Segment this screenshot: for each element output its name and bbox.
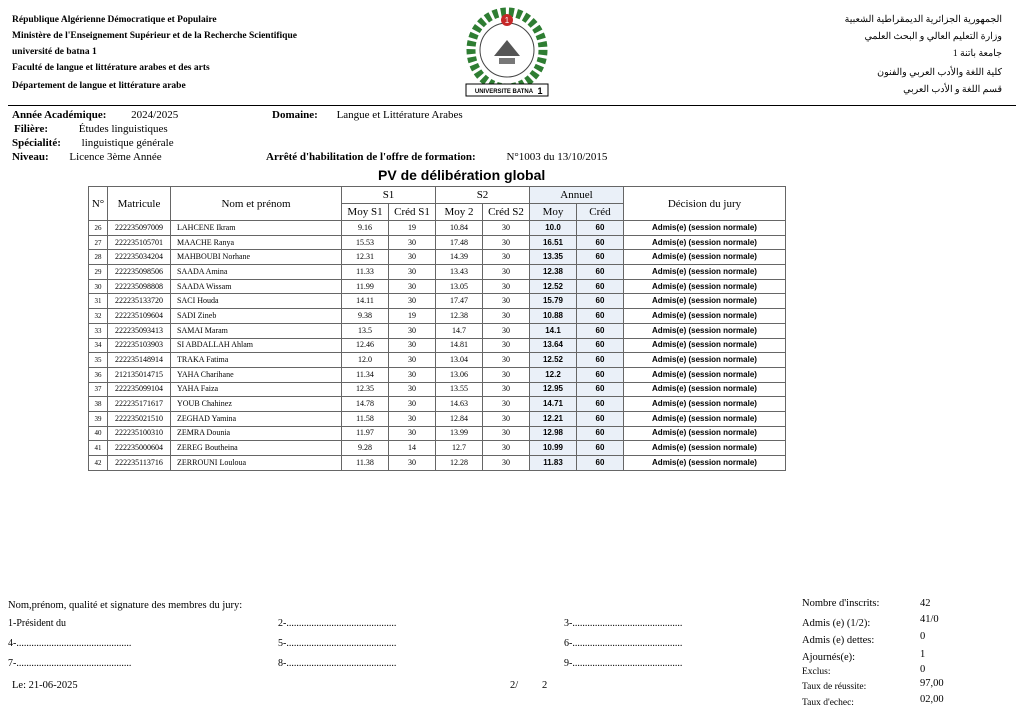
stats-block (802, 598, 1012, 720)
filiere-label: Filière: (14, 123, 48, 135)
col-header-cred-s1: Créd S1 (389, 204, 436, 221)
moy-s2-cell: 14.81 (436, 338, 483, 353)
table-row (89, 367, 786, 382)
table-row (89, 411, 786, 426)
header-left-line-5: Département de langue et littérature arabe (12, 81, 186, 91)
cred-annuel-cell: 60 (577, 221, 624, 236)
moy-s2-cell: 12.38 (436, 309, 483, 324)
decision-cell: Admis(e) (session normale) (624, 411, 786, 426)
col-header-s1: S1 (342, 187, 436, 204)
moy-s1-cell: 14.78 (342, 397, 389, 412)
cred-s2-cell: 30 (483, 426, 530, 441)
cred-s1-cell: 30 (389, 426, 436, 441)
decision-cell: Admis(e) (session normale) (624, 250, 786, 265)
moy-s1-cell: 11.38 (342, 456, 389, 471)
name-cell: SAADA Wissam (171, 279, 342, 294)
cred-annuel-cell: 60 (577, 397, 624, 412)
cred-annuel-cell: 60 (577, 250, 624, 265)
decision-cell: Admis(e) (session normale) (624, 309, 786, 324)
cred-s2-cell: 30 (483, 382, 530, 397)
table-row (89, 323, 786, 338)
col-header-decision: Décision du jury (624, 187, 786, 221)
col-header-matricule: Matricule (108, 187, 171, 221)
table-row (89, 294, 786, 309)
cred-s1-cell: 14 (389, 441, 436, 456)
stat-reussite-value: 97,00 (920, 678, 944, 689)
matricule-cell: 212135014715 (108, 367, 171, 382)
decision-cell: Admis(e) (session normale) (624, 397, 786, 412)
decision-cell: Admis(e) (session normale) (624, 294, 786, 309)
jury-date: Le: 21-06-2025 (12, 680, 78, 691)
jury-member-7: 7-.............................................. (8, 658, 132, 669)
matricule-cell: 222235034204 (108, 250, 171, 265)
cred-s1-cell: 30 (389, 397, 436, 412)
cred-annuel-cell: 60 (577, 279, 624, 294)
table-row (89, 279, 786, 294)
moy-annuel-cell: 12.2 (530, 367, 577, 382)
table-row (89, 456, 786, 471)
row-number: 31 (89, 294, 108, 309)
table-row (89, 309, 786, 324)
annee-value: 2024/2025 (131, 109, 179, 121)
cred-annuel-cell: 60 (577, 441, 624, 456)
moy-annuel-cell: 11.83 (530, 456, 577, 471)
moy-s1-cell: 11.33 (342, 265, 389, 280)
jury-heading: Nom,prénom, qualité et signature des membres du jury: (8, 600, 243, 611)
moy-s1-cell: 9.38 (342, 309, 389, 324)
moy-s1-cell: 9.16 (342, 221, 389, 236)
header-left-line-4: Faculté de langue et littérature arabes et des arts (12, 63, 210, 73)
col-header-s2: S2 (436, 187, 530, 204)
cred-annuel-cell: 60 (577, 294, 624, 309)
moy-s1-cell: 11.97 (342, 426, 389, 441)
cred-s2-cell: 30 (483, 294, 530, 309)
arrete-label: Arrêté d'habilitation de l'offre de formation: (266, 151, 476, 163)
decision-cell: Admis(e) (session normale) (624, 221, 786, 236)
cred-annuel-cell: 60 (577, 411, 624, 426)
matricule-cell: 222235133720 (108, 294, 171, 309)
page-number-b: 2 (542, 680, 548, 691)
cred-s2-cell: 30 (483, 397, 530, 412)
moy-s2-cell: 17.47 (436, 294, 483, 309)
moy-annuel-cell: 12.52 (530, 353, 577, 368)
matricule-cell: 222235105701 (108, 235, 171, 250)
moy-annuel-cell: 15.79 (530, 294, 577, 309)
stat-reussite-label: Taux de réussite: (802, 682, 867, 692)
table-row (89, 221, 786, 236)
logo-text: UNIVERSITE BATNA (474, 89, 534, 95)
decision-cell: Admis(e) (session normale) (624, 456, 786, 471)
cred-annuel-cell: 60 (577, 265, 624, 280)
cred-s2-cell: 30 (483, 323, 530, 338)
moy-s1-cell: 9.28 (342, 441, 389, 456)
header-left-line-3: université de batna 1 (12, 47, 97, 57)
moy-annuel-cell: 14.71 (530, 397, 577, 412)
matricule-cell: 222235098506 (108, 265, 171, 280)
jury-member-1: 1-Président du (8, 618, 67, 629)
jury-member-3: 3-............................................ (564, 618, 683, 629)
matricule-cell: 222235099104 (108, 382, 171, 397)
cred-s1-cell: 30 (389, 338, 436, 353)
jury-member-5: 5-............................................ (278, 638, 397, 649)
cred-s2-cell: 30 (483, 367, 530, 382)
table-body (89, 221, 786, 471)
decision-cell: Admis(e) (session normale) (624, 235, 786, 250)
moy-s2-cell: 10.84 (436, 221, 483, 236)
domaine-label: Domaine: (272, 109, 318, 121)
cred-s1-cell: 30 (389, 250, 436, 265)
moy-s1-cell: 14.11 (342, 294, 389, 309)
header-right-line-2: وزارة التعليم العالي و البحث العلمي (864, 32, 1002, 42)
header-right-line-1: الجمهورية الجزائرية الديمقراطية الشعبية (844, 15, 1002, 25)
moy-annuel-cell: 12.38 (530, 265, 577, 280)
page-title: PV de délibération global (378, 167, 546, 183)
cred-annuel-cell: 60 (577, 353, 624, 368)
table-row (89, 382, 786, 397)
header-divider (8, 105, 1016, 106)
decision-cell: Admis(e) (session normale) (624, 367, 786, 382)
cred-annuel-cell: 60 (577, 323, 624, 338)
matricule-cell: 222235103903 (108, 338, 171, 353)
moy-s2-cell: 14.7 (436, 323, 483, 338)
niveau-label: Niveau: (12, 151, 49, 163)
table-row (89, 441, 786, 456)
stat-exclus-value: 0 (920, 664, 926, 675)
stat-inscrits-label: Nombre d'inscrits: (802, 598, 880, 609)
cred-annuel-cell: 60 (577, 456, 624, 471)
moy-annuel-cell: 10.0 (530, 221, 577, 236)
cred-s2-cell: 30 (483, 279, 530, 294)
cred-annuel-cell: 60 (577, 426, 624, 441)
matricule-cell: 222235098808 (108, 279, 171, 294)
col-header-moy-s2: Moy 2 (436, 204, 483, 221)
moy-annuel-cell: 10.99 (530, 441, 577, 456)
header-left-line-1: République Algérienne Démocratique et Populaire (12, 15, 217, 25)
moy-s2-cell: 14.39 (436, 250, 483, 265)
name-cell: TRAKA Fatima (171, 353, 342, 368)
col-header-cred: Créd (577, 204, 624, 221)
moy-s2-cell: 13.99 (436, 426, 483, 441)
cred-annuel-cell: 60 (577, 338, 624, 353)
header-right (845, 14, 1002, 97)
decision-cell: Admis(e) (session normale) (624, 279, 786, 294)
matricule-cell: 222235097009 (108, 221, 171, 236)
specialite-value: linguistique générale (81, 137, 174, 149)
cred-s1-cell: 30 (389, 367, 436, 382)
cred-annuel-cell: 60 (577, 382, 624, 397)
matricule-cell: 222235093413 (108, 323, 171, 338)
moy-s2-cell: 17.48 (436, 235, 483, 250)
moy-s1-cell: 12.35 (342, 382, 389, 397)
name-cell: ZEMRA Dounia (171, 426, 342, 441)
cred-s2-cell: 30 (483, 265, 530, 280)
moy-s2-cell: 12.28 (436, 456, 483, 471)
moy-s2-cell: 13.06 (436, 367, 483, 382)
stat-admis-label: Admis (e) (1/2): (802, 618, 871, 629)
name-cell: SAMAI Maram (171, 323, 342, 338)
moy-s1-cell: 12.0 (342, 353, 389, 368)
jury-member-4: 4-.............................................. (8, 638, 132, 649)
deliberation-table (88, 186, 786, 471)
moy-s1-cell: 11.99 (342, 279, 389, 294)
moy-s2-cell: 13.04 (436, 353, 483, 368)
decision-cell: Admis(e) (session normale) (624, 265, 786, 280)
table-row (89, 353, 786, 368)
cred-s2-cell: 30 (483, 235, 530, 250)
row-number: 42 (89, 456, 108, 471)
decision-cell: Admis(e) (session normale) (624, 353, 786, 368)
row-number: 39 (89, 411, 108, 426)
cred-s1-cell: 30 (389, 279, 436, 294)
moy-annuel-cell: 12.21 (530, 411, 577, 426)
table-row (89, 397, 786, 412)
cred-s2-cell: 30 (483, 221, 530, 236)
arrete-value: N°1003 du 13/10/2015 (506, 151, 608, 163)
header-right-line-5: قسم اللغة و الأدب العربي (903, 85, 1002, 95)
name-cell: YOUB Chahinez (171, 397, 342, 412)
row-number: 36 (89, 367, 108, 382)
moy-s1-cell: 11.58 (342, 411, 389, 426)
matricule-cell: 222235000604 (108, 441, 171, 456)
cred-s2-cell: 30 (483, 338, 530, 353)
stat-echec-value: 02,00 (920, 694, 944, 705)
name-cell: SACI Houda (171, 294, 342, 309)
moy-s2-cell: 13.55 (436, 382, 483, 397)
stat-admis-value: 41/0 (920, 614, 939, 625)
moy-s1-cell: 11.34 (342, 367, 389, 382)
cred-s2-cell: 30 (483, 441, 530, 456)
moy-s1-cell: 15.53 (342, 235, 389, 250)
moy-s1-cell: 12.31 (342, 250, 389, 265)
row-number: 28 (89, 250, 108, 265)
name-cell: SADI Zineb (171, 309, 342, 324)
cred-annuel-cell: 60 (577, 367, 624, 382)
moy-s2-cell: 13.05 (436, 279, 483, 294)
matricule-cell: 222235148914 (108, 353, 171, 368)
moy-annuel-cell: 12.52 (530, 279, 577, 294)
row-number: 41 (89, 441, 108, 456)
cred-s1-cell: 30 (389, 382, 436, 397)
decision-cell: Admis(e) (session normale) (624, 323, 786, 338)
cred-s1-cell: 30 (389, 456, 436, 471)
col-header-moy-s1: Moy S1 (342, 204, 389, 221)
domaine-value: Langue et Littérature Arabes (336, 109, 463, 121)
decision-cell: Admis(e) (session normale) (624, 426, 786, 441)
decision-cell: Admis(e) (session normale) (624, 441, 786, 456)
col-header-moy: Moy (530, 204, 577, 221)
cred-s1-cell: 19 (389, 309, 436, 324)
header-right-line-4: كلية اللغة والأدب العربي والفنون (877, 68, 1002, 78)
row-number: 35 (89, 353, 108, 368)
header-left (12, 14, 297, 93)
stat-dettes-label: Admis (e) dettes: (802, 635, 875, 646)
name-cell: YAHA Faiza (171, 382, 342, 397)
matricule-cell: 222235171617 (108, 397, 171, 412)
moy-annuel-cell: 13.35 (530, 250, 577, 265)
cred-s2-cell: 30 (483, 456, 530, 471)
matricule-cell: 222235100310 (108, 426, 171, 441)
col-header-annuel: Annuel (530, 187, 624, 204)
name-cell: ZEREG Boutheina (171, 441, 342, 456)
cred-s1-cell: 30 (389, 353, 436, 368)
table-row (89, 250, 786, 265)
cred-s2-cell: 30 (483, 411, 530, 426)
row-number: 38 (89, 397, 108, 412)
row-number: 40 (89, 426, 108, 441)
name-cell: MAHBOUBI Norhane (171, 250, 342, 265)
cred-annuel-cell: 60 (577, 235, 624, 250)
moy-annuel-cell: 10.88 (530, 309, 577, 324)
header-right-line-3: جامعة باتنة 1 (952, 49, 1002, 59)
cred-s1-cell: 30 (389, 411, 436, 426)
row-number: 29 (89, 265, 108, 280)
row-number: 30 (89, 279, 108, 294)
cred-s2-cell: 30 (483, 309, 530, 324)
university-logo (452, 6, 562, 100)
cred-s2-cell: 30 (483, 250, 530, 265)
page-number-a: 2/ (510, 680, 519, 691)
cred-s1-cell: 30 (389, 235, 436, 250)
moy-s2-cell: 14.63 (436, 397, 483, 412)
name-cell: SI ABDALLAH Ahlam (171, 338, 342, 353)
moy-annuel-cell: 16.51 (530, 235, 577, 250)
cred-s1-cell: 30 (389, 265, 436, 280)
moy-s2-cell: 12.84 (436, 411, 483, 426)
name-cell: MAACHE Ranya (171, 235, 342, 250)
name-cell: YAHA Charihane (171, 367, 342, 382)
niveau-value: Licence 3ème Année (69, 151, 162, 163)
row-number: 34 (89, 338, 108, 353)
jury-member-2: 2-............................................ (278, 618, 397, 629)
specialite-label: Spécialité: (12, 137, 61, 149)
moy-annuel-cell: 12.98 (530, 426, 577, 441)
matricule-cell: 222235021510 (108, 411, 171, 426)
stat-ajournes-label: Ajournés(e): (802, 652, 856, 663)
name-cell: ZEGHAD Yamina (171, 411, 342, 426)
cred-s1-cell: 30 (389, 294, 436, 309)
stat-inscrits-value: 42 (920, 598, 931, 609)
cred-annuel-cell: 60 (577, 309, 624, 324)
moy-annuel-cell: 14.1 (530, 323, 577, 338)
moy-annuel-cell: 13.64 (530, 338, 577, 353)
name-cell: LAHCENE Ikram (171, 221, 342, 236)
table-row (89, 338, 786, 353)
logo-number: 1 (537, 86, 543, 96)
moy-annuel-cell: 12.95 (530, 382, 577, 397)
moy-s2-cell: 12.7 (436, 441, 483, 456)
stat-ajournes-value: 1 (920, 649, 926, 660)
cred-s2-cell: 30 (483, 353, 530, 368)
stat-dettes-value: 0 (920, 631, 926, 642)
table-row (89, 265, 786, 280)
row-number: 37 (89, 382, 108, 397)
col-header-cred-s2: Créd S2 (483, 204, 530, 221)
cred-s1-cell: 30 (389, 323, 436, 338)
row-number: 32 (89, 309, 108, 324)
jury-member-9: 9-............................................ (564, 658, 683, 669)
row-number: 33 (89, 323, 108, 338)
moy-s1-cell: 13.5 (342, 323, 389, 338)
name-cell: SAADA Amina (171, 265, 342, 280)
jury-member-6: 6-............................................ (564, 638, 683, 649)
svg-text:1: 1 (504, 16, 510, 25)
cred-s1-cell: 19 (389, 221, 436, 236)
stat-echec-label: Taux d'echec: (802, 698, 854, 708)
stat-exclus-label: Exclus: (802, 667, 831, 677)
matricule-cell: 222235109604 (108, 309, 171, 324)
decision-cell: Admis(e) (session normale) (624, 338, 786, 353)
moy-s1-cell: 12.46 (342, 338, 389, 353)
header-left-line-2: Ministère de l'Enseignement Supérieur et de la Recherche Scientifique (12, 31, 297, 41)
decision-cell: Admis(e) (session normale) (624, 382, 786, 397)
table-row (89, 426, 786, 441)
filiere-value: Études linguistiques (78, 123, 168, 135)
col-header-no: N° (89, 187, 108, 221)
annee-label: Année Académique: (12, 109, 107, 121)
name-cell: ZERROUNI Louloua (171, 456, 342, 471)
table-row (89, 235, 786, 250)
col-header-nom: Nom et prénom (171, 187, 342, 221)
jury-member-8: 8-............................................ (278, 658, 397, 669)
moy-s2-cell: 13.43 (436, 265, 483, 280)
jury-section (8, 600, 768, 710)
row-number: 26 (89, 221, 108, 236)
row-number: 27 (89, 235, 108, 250)
matricule-cell: 222235113716 (108, 456, 171, 471)
